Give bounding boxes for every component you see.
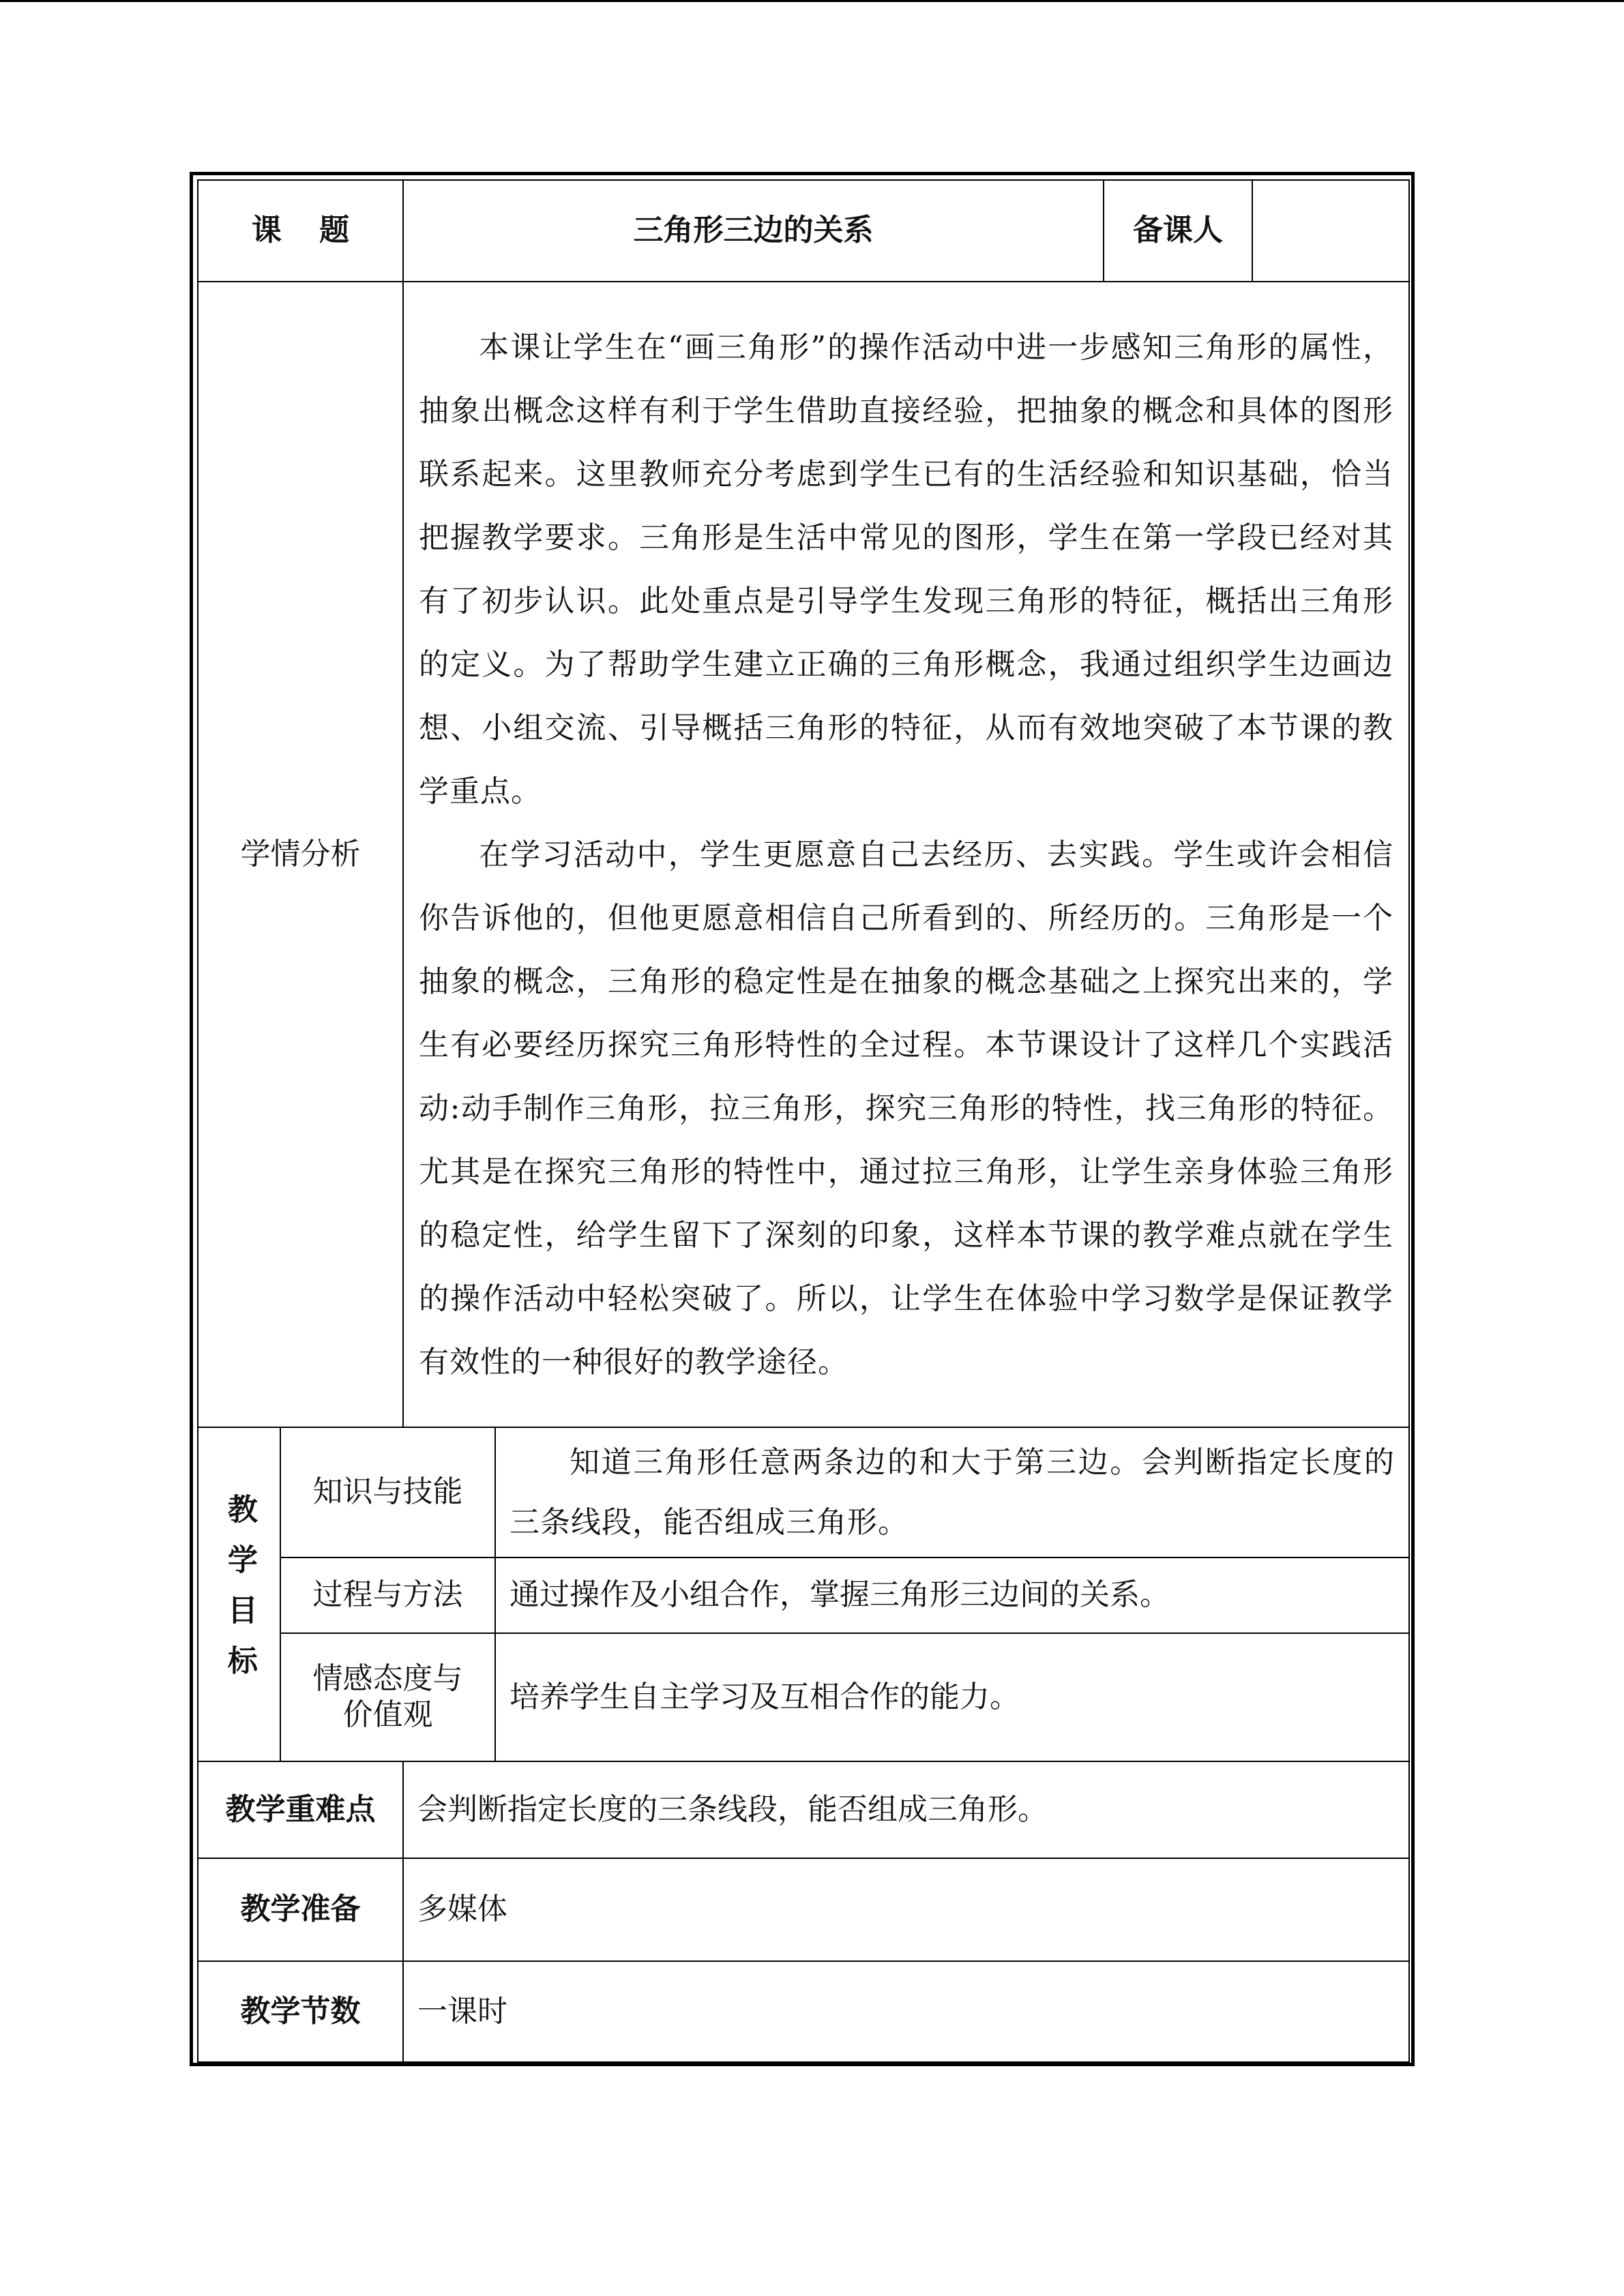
- goal-row-knowledge: [198, 1427, 1409, 1557]
- preparation-row: [198, 1858, 1409, 1961]
- preparation-label: 教学准备: [240, 1892, 361, 1927]
- goal-knowledge-label: 知识与技能: [312, 1474, 463, 1510]
- header-row: [198, 180, 1409, 282]
- preparation-text-cell: [403, 1858, 1409, 1961]
- periods-row: [198, 1961, 1409, 2062]
- lesson-plan-table: [197, 179, 1410, 2063]
- goal-attitude-label-line-1: 情感态度与: [312, 1661, 463, 1697]
- goal-process-label-cell: [280, 1557, 495, 1633]
- analysis-paragraph-2: 在学习活动中，学生更愿意自己去经历、去实践。学生或许会相信你告诉他的，但他更愿意相信自己所看到的、所经历的。三角形是一个抽象的概念，三角形的稳定性是在抽象的概念基础之上探究出来的，学生有必要经历探究三角形特性的全过程。本节课设计了这样几个实践活动:动手制作三角形，拉三角形，探究三角形的特性，找三角形的特征。尤其是在探究三角形的特性中，通过拉三角形，让学生亲身体验三角形的稳定性，给学生留下了深刻的印象，这样本节课的教学难点就在学生的操作活动中轻松突破了。所以，让学生在体验中学习数学是保证教学有效性的一种很好的教学途径。: [419, 837, 1394, 1380]
- key-points-label: 教学重难点: [225, 1791, 376, 1827]
- goal-knowledge-label-cell: [280, 1427, 495, 1557]
- topic-title: 三角形三边的关系: [633, 213, 874, 248]
- preparer-label: 备课人: [1133, 213, 1224, 248]
- analysis-label-cell: [198, 282, 403, 1427]
- goals-label: 教学目标: [222, 1493, 257, 1695]
- key-points-row: [198, 1761, 1409, 1858]
- goal-attitude-label-line-2: 价值观: [342, 1697, 433, 1732]
- lesson-plan-sheet: [190, 172, 1415, 2066]
- analysis-text-cell: [403, 282, 1409, 1427]
- page-top-rule: [0, 0, 1624, 2]
- goal-knowledge-text: 知道三角形任意两条边的和大于第三边。会判断指定长度的三条线段，能否组成三角形。: [510, 1444, 1396, 1540]
- analysis-label: 学情分析: [240, 836, 361, 871]
- goal-row-attitude: [198, 1633, 1409, 1761]
- goal-row-process: [198, 1557, 1409, 1633]
- topic-value-cell: [403, 180, 1104, 282]
- preparer-label-cell: [1104, 180, 1252, 282]
- periods-label-cell: [198, 1961, 403, 2062]
- preparation-text: 多媒体: [417, 1892, 508, 1927]
- periods-label: 教学节数: [240, 1993, 361, 2029]
- key-points-text-cell: [403, 1761, 1409, 1858]
- goal-process-label: 过程与方法: [312, 1577, 463, 1613]
- periods-text: 一课时: [417, 1993, 508, 2029]
- analysis-row: [198, 282, 1409, 1427]
- goal-attitude-label-cell: [280, 1633, 495, 1761]
- preparer-value-cell: [1252, 180, 1409, 282]
- topic-label: 课 题: [251, 213, 350, 248]
- goal-process-text-cell: [495, 1557, 1409, 1633]
- key-points-label-cell: [198, 1761, 403, 1858]
- periods-text-cell: [403, 1961, 1409, 2062]
- goal-process-text: 通过操作及小组合作，掌握三角形三边间的关系。: [510, 1577, 1170, 1613]
- key-points-text: 会判断指定长度的三条线段，能否组成三角形。: [417, 1791, 1048, 1827]
- goal-attitude-text: 培养学生自主学习及互相合作的能力。: [510, 1679, 1020, 1714]
- analysis-paragraph-1: 本课让学生在“画三角形”的操作活动中进一步感知三角形的属性，抽象出概念这样有利于学生借助直接经验，把抽象的概念和具体的图形联系起来。这里教师充分考虑到学生已有的生活经验和知识基础，恰当把握教学要求。三角形是生活中常见的图形，学生在第一学段已经对其有了初步认识。此处重点是引导学生发现三角形的特征，概括出三角形的定义。为了帮助学生建立正确的三角形概念，我通过组织学生边画边想、小组交流、引导概括三角形的特征，从而有效地突破了本节课的教学重点。: [419, 329, 1394, 809]
- preparation-label-cell: [198, 1858, 403, 1961]
- topic-label-cell: [198, 180, 403, 282]
- goals-label-cell: [198, 1427, 280, 1761]
- goal-attitude-text-cell: [495, 1633, 1409, 1761]
- goal-knowledge-text-cell: [495, 1427, 1409, 1557]
